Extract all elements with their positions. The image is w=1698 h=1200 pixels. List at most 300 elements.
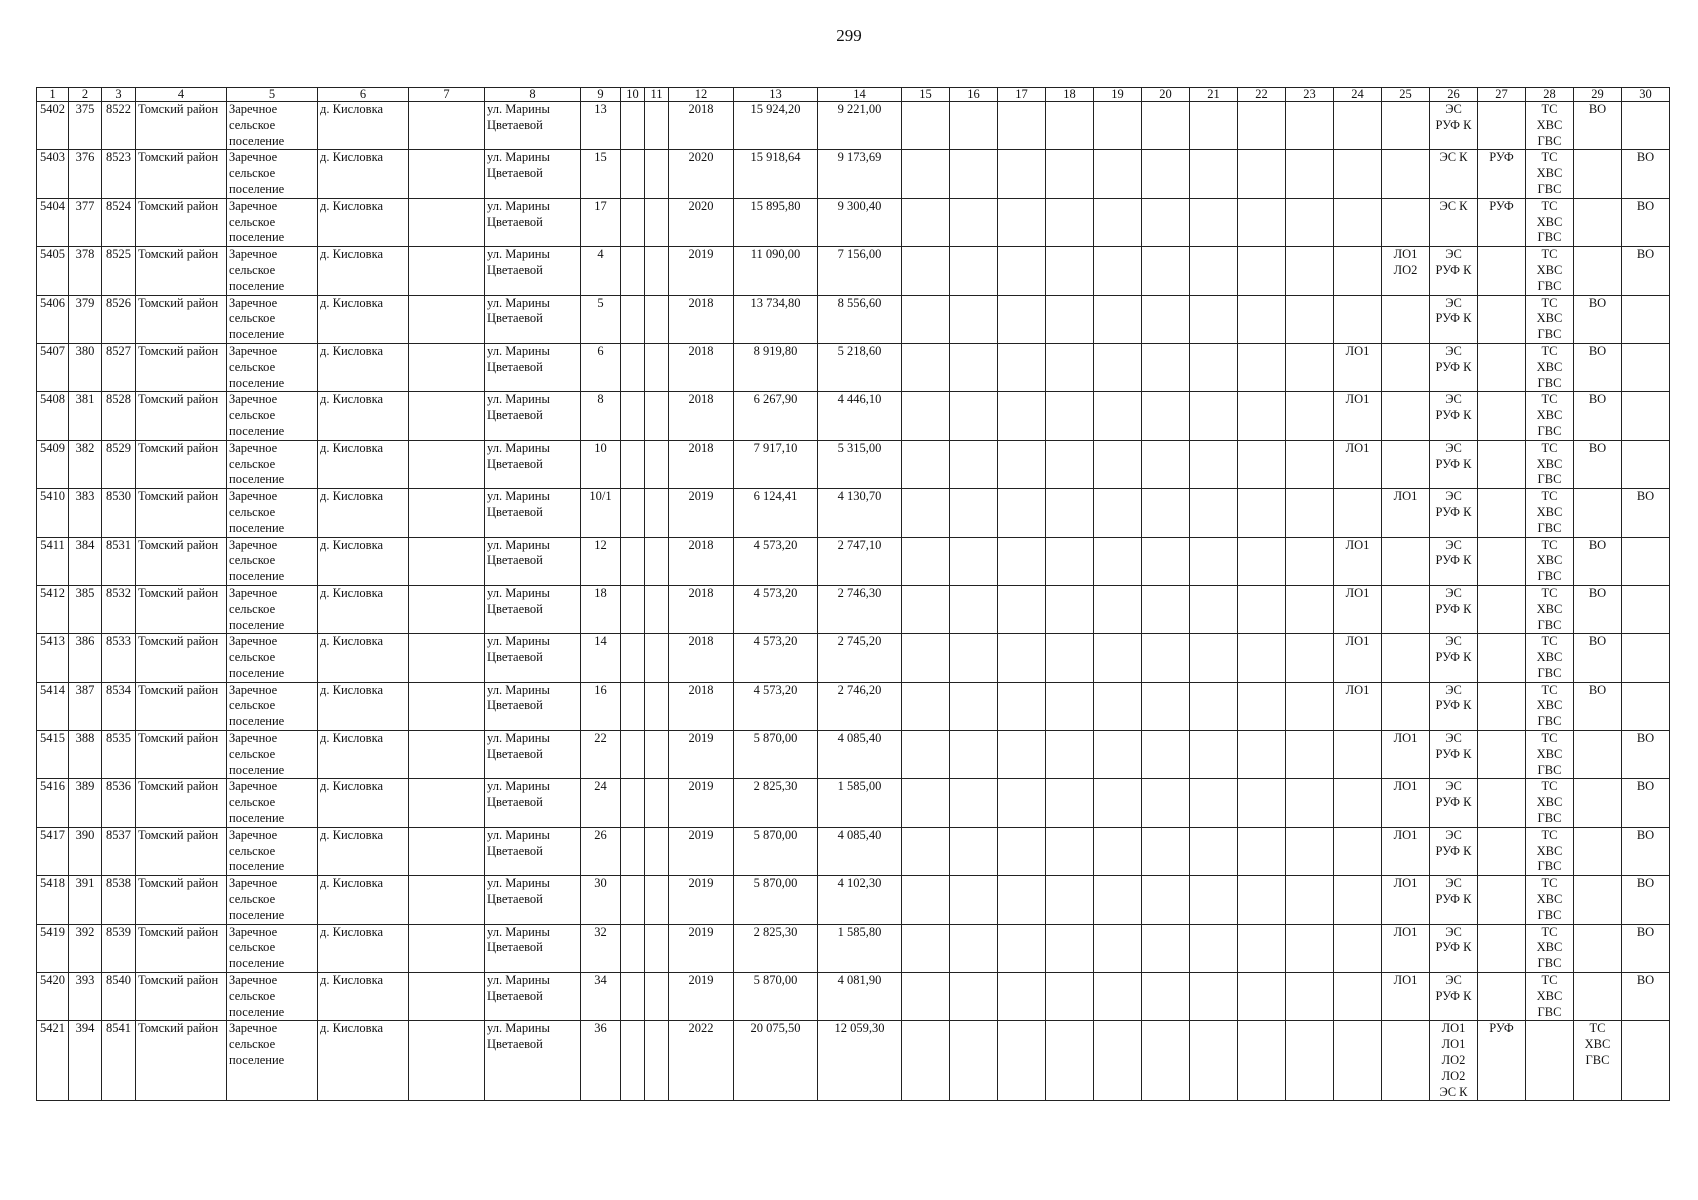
table-cell: 8539 (102, 924, 136, 972)
table-cell: 375 (69, 102, 102, 150)
table-cell (902, 779, 950, 827)
table-cell: ЭС РУФ К (1430, 537, 1478, 585)
table-cell (621, 150, 645, 198)
table-cell: д. Кисловка (318, 779, 409, 827)
table-cell (1478, 247, 1526, 295)
table-cell (1046, 924, 1094, 972)
table-cell: 2019 (669, 731, 734, 779)
table-cell (621, 924, 645, 972)
table-cell (1478, 827, 1526, 875)
table-row (37, 682, 1670, 730)
table-cell (1334, 731, 1382, 779)
table-cell (1478, 537, 1526, 585)
table-cell (1046, 150, 1094, 198)
table-cell: 9 173,69 (818, 150, 902, 198)
table-cell (1238, 343, 1286, 391)
table-cell: 8538 (102, 876, 136, 924)
table-cell (1382, 585, 1430, 633)
table-cell (1142, 295, 1190, 343)
table-cell: ул. Марины Цветаевой (485, 392, 581, 440)
table-cell: ЛО1 (1382, 876, 1430, 924)
table-cell: 2019 (669, 247, 734, 295)
table-cell: ВО (1622, 489, 1670, 537)
table-cell (621, 295, 645, 343)
table-cell: ТС ХВС ГВС (1526, 682, 1574, 730)
table-cell: 1 585,80 (818, 924, 902, 972)
table-cell: 2019 (669, 876, 734, 924)
table-cell: Заречное сельское поселение (227, 924, 318, 972)
column-header: 13 (734, 88, 818, 102)
table-cell: Томский район (136, 876, 227, 924)
table-cell: Томский район (136, 489, 227, 537)
table-cell: Заречное сельское поселение (227, 150, 318, 198)
table-cell: 2 746,30 (818, 585, 902, 633)
table-cell: 8529 (102, 440, 136, 488)
table-cell: ЭС РУФ К (1430, 731, 1478, 779)
table-cell (998, 779, 1046, 827)
table-cell: д. Кисловка (318, 827, 409, 875)
table-cell: 8541 (102, 1021, 136, 1101)
table-cell: 6 267,90 (734, 392, 818, 440)
table-cell (998, 392, 1046, 440)
table-cell: Заречное сельское поселение (227, 973, 318, 1021)
table-cell: 8526 (102, 295, 136, 343)
table-cell (1046, 585, 1094, 633)
column-header: 26 (1430, 88, 1478, 102)
table-cell (1238, 440, 1286, 488)
table-cell (1286, 343, 1334, 391)
table-cell: 378 (69, 247, 102, 295)
table-row (37, 731, 1670, 779)
table-cell (1046, 198, 1094, 246)
table-cell: 5 870,00 (734, 973, 818, 1021)
table-cell (1190, 779, 1238, 827)
table-cell (1286, 634, 1334, 682)
table-cell (621, 731, 645, 779)
table-cell: ЛО1 (1334, 585, 1382, 633)
table-cell: 8535 (102, 731, 136, 779)
register-table (36, 87, 1670, 1101)
table-cell: 14 (581, 634, 621, 682)
table-cell: Томский район (136, 682, 227, 730)
table-cell: Заречное сельское поселение (227, 827, 318, 875)
table-cell: ул. Марины Цветаевой (485, 876, 581, 924)
table-cell (950, 924, 998, 972)
table-cell (645, 585, 669, 633)
table-cell (1286, 973, 1334, 1021)
table-cell: 4 573,20 (734, 682, 818, 730)
table-cell: 8 (581, 392, 621, 440)
table-cell: ВО (1622, 876, 1670, 924)
table-cell (1142, 102, 1190, 150)
table-cell: 5 (581, 295, 621, 343)
table-cell: 2018 (669, 102, 734, 150)
table-cell (1334, 150, 1382, 198)
table-cell (409, 489, 485, 537)
table-cell (1046, 973, 1094, 1021)
table-cell (1286, 779, 1334, 827)
table-cell: ТС ХВС ГВС (1526, 585, 1574, 633)
table-cell (950, 343, 998, 391)
table-cell (1094, 295, 1142, 343)
table-cell (950, 392, 998, 440)
table-cell: ТС ХВС ГВС (1526, 392, 1574, 440)
table-cell (1334, 489, 1382, 537)
column-header: 20 (1142, 88, 1190, 102)
table-cell (1238, 973, 1286, 1021)
table-cell: 2022 (669, 1021, 734, 1101)
table-cell (409, 102, 485, 150)
table-cell (1094, 1021, 1142, 1101)
table-cell: ул. Марины Цветаевой (485, 827, 581, 875)
table-cell: ул. Марины Цветаевой (485, 489, 581, 537)
table-cell: 4 085,40 (818, 731, 902, 779)
table-cell (1094, 489, 1142, 537)
table-cell (1046, 440, 1094, 488)
table-cell (1622, 295, 1670, 343)
table-cell (1478, 924, 1526, 972)
table-cell: 2018 (669, 537, 734, 585)
table-cell (1478, 731, 1526, 779)
table-cell: 8534 (102, 682, 136, 730)
table-cell: 5420 (37, 973, 69, 1021)
table-cell (621, 392, 645, 440)
table-cell: ул. Марины Цветаевой (485, 537, 581, 585)
table-row (37, 876, 1670, 924)
table-cell (998, 489, 1046, 537)
table-cell (998, 731, 1046, 779)
table-cell: Томский район (136, 731, 227, 779)
table-cell (1622, 585, 1670, 633)
column-header: 21 (1190, 88, 1238, 102)
table-cell (1238, 585, 1286, 633)
table-cell: 12 059,30 (818, 1021, 902, 1101)
column-header: 7 (409, 88, 485, 102)
table-cell (1286, 876, 1334, 924)
table-cell: 4 573,20 (734, 537, 818, 585)
table-cell (998, 1021, 1046, 1101)
table-cell (409, 440, 485, 488)
table-cell: 8527 (102, 343, 136, 391)
table-cell: ЭС РУФ К (1430, 343, 1478, 391)
table-row (37, 343, 1670, 391)
table-cell: ЛО1 (1382, 973, 1430, 1021)
table-cell (409, 827, 485, 875)
table-cell: ул. Марины Цветаевой (485, 924, 581, 972)
table-cell: ул. Марины Цветаевой (485, 440, 581, 488)
table-cell (1574, 198, 1622, 246)
table-cell (1574, 924, 1622, 972)
table-cell (1382, 392, 1430, 440)
table-cell: ул. Марины Цветаевой (485, 585, 581, 633)
table-cell (950, 537, 998, 585)
table-cell (1286, 585, 1334, 633)
table-cell (1142, 585, 1190, 633)
table-cell (1286, 924, 1334, 972)
table-cell: 8531 (102, 537, 136, 585)
table-cell: ул. Марины Цветаевой (485, 102, 581, 150)
table-cell: 394 (69, 1021, 102, 1101)
table-cell: 5406 (37, 295, 69, 343)
table-cell: 382 (69, 440, 102, 488)
table-row (37, 973, 1670, 1021)
table-cell (1094, 779, 1142, 827)
table-cell (902, 102, 950, 150)
table-cell: 32 (581, 924, 621, 972)
table-cell: 26 (581, 827, 621, 875)
table-cell: ВО (1622, 150, 1670, 198)
table-cell (950, 634, 998, 682)
table-cell (1094, 392, 1142, 440)
table-cell (1334, 924, 1382, 972)
table-cell (1286, 731, 1334, 779)
table-cell (1046, 682, 1094, 730)
table-cell (1142, 489, 1190, 537)
table-cell (1574, 489, 1622, 537)
table-cell: 9 221,00 (818, 102, 902, 150)
table-cell: д. Кисловка (318, 682, 409, 730)
table-cell (1238, 102, 1286, 150)
table-cell (1622, 440, 1670, 488)
column-header: 9 (581, 88, 621, 102)
table-cell (1286, 295, 1334, 343)
table-cell (950, 682, 998, 730)
table-cell: Заречное сельское поселение (227, 392, 318, 440)
table-cell: 36 (581, 1021, 621, 1101)
table-cell (1046, 827, 1094, 875)
table-row (37, 440, 1670, 488)
table-cell (1622, 537, 1670, 585)
table-cell (1622, 392, 1670, 440)
table-cell: ТС ХВС ГВС (1526, 973, 1574, 1021)
table-cell (1190, 973, 1238, 1021)
table-cell: 2018 (669, 440, 734, 488)
table-cell (1238, 731, 1286, 779)
table-row (37, 827, 1670, 875)
table-cell (1382, 682, 1430, 730)
table-cell: ЛО1 ЛО2 (1382, 247, 1430, 295)
table-cell: Томский район (136, 247, 227, 295)
table-cell (1190, 1021, 1238, 1101)
table-cell (1142, 440, 1190, 488)
table-cell: ЛО1 (1382, 489, 1430, 537)
table-cell (1334, 102, 1382, 150)
table-cell: 6 124,41 (734, 489, 818, 537)
table-cell: 8 919,80 (734, 343, 818, 391)
column-header: 30 (1622, 88, 1670, 102)
table-cell (1190, 924, 1238, 972)
table-cell: д. Кисловка (318, 1021, 409, 1101)
table-cell (621, 876, 645, 924)
table-cell (1334, 973, 1382, 1021)
table-cell (1094, 634, 1142, 682)
table-cell (1046, 295, 1094, 343)
table-cell (902, 440, 950, 488)
table-cell (1190, 343, 1238, 391)
table-cell: Томский район (136, 295, 227, 343)
table-cell: 12 (581, 537, 621, 585)
table-cell: 376 (69, 150, 102, 198)
table-cell (950, 440, 998, 488)
table-cell: 8536 (102, 779, 136, 827)
table-cell: ЛО1 (1382, 779, 1430, 827)
table-cell (1478, 102, 1526, 150)
table-cell (1478, 343, 1526, 391)
table-cell: РУФ (1478, 1021, 1526, 1101)
table-cell (998, 876, 1046, 924)
table-cell (1382, 343, 1430, 391)
table-cell: 387 (69, 682, 102, 730)
table-cell (1046, 1021, 1094, 1101)
table-cell: РУФ (1478, 150, 1526, 198)
table-cell (1382, 537, 1430, 585)
table-cell: Томский район (136, 1021, 227, 1101)
table-cell (409, 150, 485, 198)
table-cell: 4 (581, 247, 621, 295)
table-cell (621, 1021, 645, 1101)
table-cell (950, 150, 998, 198)
table-row (37, 1021, 1670, 1101)
table-cell: Томский район (136, 585, 227, 633)
table-cell: ЛО1 (1334, 634, 1382, 682)
table-cell: 2019 (669, 924, 734, 972)
table-cell (621, 634, 645, 682)
table-cell (1574, 247, 1622, 295)
table-cell: ВО (1622, 973, 1670, 1021)
table-cell (1046, 876, 1094, 924)
table-cell (1334, 779, 1382, 827)
table-cell: ВО (1574, 295, 1622, 343)
table-cell: 17 (581, 198, 621, 246)
table-cell (645, 440, 669, 488)
table-cell: 5405 (37, 247, 69, 295)
table-cell: 10/1 (581, 489, 621, 537)
table-cell: ул. Марины Цветаевой (485, 731, 581, 779)
table-cell (1286, 198, 1334, 246)
table-cell: 7 156,00 (818, 247, 902, 295)
table-cell: Томский район (136, 392, 227, 440)
table-cell: Заречное сельское поселение (227, 295, 318, 343)
table-cell (902, 295, 950, 343)
table-cell (902, 973, 950, 1021)
table-cell (1574, 876, 1622, 924)
table-cell: 34 (581, 973, 621, 1021)
table-cell (1238, 150, 1286, 198)
table-cell: 377 (69, 198, 102, 246)
table-cell (645, 876, 669, 924)
table-cell (1142, 150, 1190, 198)
table-cell (1382, 1021, 1430, 1101)
table-cell (621, 682, 645, 730)
table-cell: д. Кисловка (318, 150, 409, 198)
table-cell: д. Кисловка (318, 392, 409, 440)
table-cell: д. Кисловка (318, 876, 409, 924)
table-cell (1478, 634, 1526, 682)
table-cell (645, 682, 669, 730)
table-cell: ул. Марины Цветаевой (485, 973, 581, 1021)
table-cell (1334, 295, 1382, 343)
table-cell: 5404 (37, 198, 69, 246)
table-cell: 5411 (37, 537, 69, 585)
table-cell (1334, 876, 1382, 924)
column-header: 25 (1382, 88, 1430, 102)
table-cell: 4 573,20 (734, 585, 818, 633)
table-cell: 5 218,60 (818, 343, 902, 391)
table-cell: Томский район (136, 827, 227, 875)
table-cell: ВО (1622, 198, 1670, 246)
table-cell: 18 (581, 585, 621, 633)
table-cell (621, 585, 645, 633)
table-cell (621, 489, 645, 537)
table-cell (950, 198, 998, 246)
table-cell: д. Кисловка (318, 295, 409, 343)
table-cell (1094, 102, 1142, 150)
table-cell (1046, 779, 1094, 827)
table-cell: ТС ХВС ГВС (1526, 343, 1574, 391)
table-cell (621, 247, 645, 295)
table-cell: ВО (1574, 102, 1622, 150)
table-cell: Томский район (136, 779, 227, 827)
table-cell: Заречное сельское поселение (227, 198, 318, 246)
table-cell (621, 440, 645, 488)
table-cell (621, 537, 645, 585)
table-cell: ВО (1622, 731, 1670, 779)
table-cell (1094, 973, 1142, 1021)
page-number: 299 (836, 26, 862, 45)
table-cell (1094, 827, 1142, 875)
table-cell (1190, 827, 1238, 875)
table-cell (1094, 731, 1142, 779)
table-cell: 5 870,00 (734, 827, 818, 875)
table-cell (645, 779, 669, 827)
table-cell (1574, 779, 1622, 827)
table-cell (1238, 924, 1286, 972)
table-cell: 381 (69, 392, 102, 440)
table-cell: ул. Марины Цветаевой (485, 1021, 581, 1101)
table-cell (1046, 392, 1094, 440)
table-cell: ул. Марины Цветаевой (485, 295, 581, 343)
table-cell: Томский район (136, 198, 227, 246)
table-cell (998, 295, 1046, 343)
table-cell: ЭС РУФ К (1430, 779, 1478, 827)
table-cell: 380 (69, 343, 102, 391)
table-cell: 5409 (37, 440, 69, 488)
table-cell (902, 876, 950, 924)
table-cell (1622, 343, 1670, 391)
table-cell (1622, 682, 1670, 730)
table-cell: 8530 (102, 489, 136, 537)
table-cell (1142, 731, 1190, 779)
table-cell (1478, 779, 1526, 827)
table-cell (998, 343, 1046, 391)
table-cell (1478, 973, 1526, 1021)
table-row (37, 779, 1670, 827)
table-cell (1046, 343, 1094, 391)
table-cell (1622, 102, 1670, 150)
table-cell: 392 (69, 924, 102, 972)
table-cell (645, 537, 669, 585)
table-cell: ТС ХВС ГВС (1526, 537, 1574, 585)
table-cell: Заречное сельское поселение (227, 343, 318, 391)
table-cell: Томский район (136, 440, 227, 488)
table-cell (1286, 102, 1334, 150)
table-cell (409, 198, 485, 246)
table-cell: 13 734,80 (734, 295, 818, 343)
table-cell: ТС ХВС ГВС (1526, 247, 1574, 295)
table-cell: ЛО1 (1382, 827, 1430, 875)
table-cell (409, 731, 485, 779)
table-cell: ЭС РУФ К (1430, 924, 1478, 972)
